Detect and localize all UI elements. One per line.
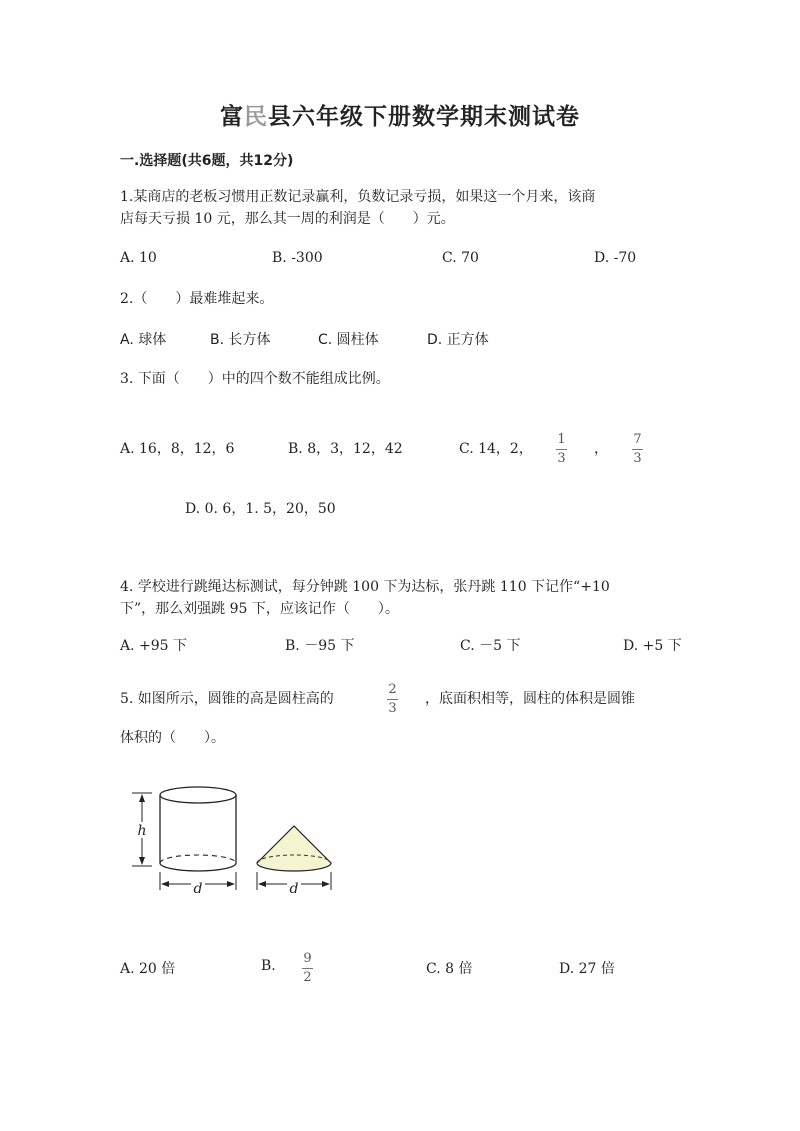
question-5-line-1-end: ，底面积相等，圆柱的体积是圆锥 (425, 691, 635, 707)
q5-option-d[interactable]: D. 27 倍 (559, 961, 615, 977)
page-title (0, 98, 800, 131)
fraction-bar (632, 449, 643, 450)
q1-option-b[interactable]: B. -300 (272, 250, 323, 266)
q4-option-a[interactable]: A. +95 下 (120, 638, 188, 654)
q3-option-c[interactable]: C. 14，2， (459, 441, 533, 457)
cone-diameter-label: d (289, 881, 299, 897)
fraction-numerator: 9 (303, 951, 312, 966)
question-1-line-2: 店每天亏损 10 元，那么其一周的利润是（ ）元。 (120, 211, 455, 227)
question-4-line-2: 下”，那么刘强跳 95 下，应该记作（ ）。 (120, 601, 399, 617)
q2-option-b[interactable]: B. 长方体 (210, 332, 271, 348)
cylinder-cone-figure (128, 780, 338, 905)
fraction-bar (556, 449, 567, 450)
q2-option-c[interactable]: C. 圆柱体 (318, 332, 379, 348)
q1-option-d[interactable]: D. -70 (594, 250, 637, 266)
q4-option-d[interactable]: D. +5 下 (623, 638, 682, 654)
title-pre: 富 (220, 103, 244, 130)
question-5-line-2: 体积的（ ）。 (120, 730, 225, 746)
q3-fraction-2 (632, 433, 643, 466)
q4-option-b[interactable]: B. －95 下 (285, 638, 355, 654)
fraction-bar (387, 699, 398, 700)
question-2: 2.（ ）最难堆起来。 (120, 291, 274, 307)
q3-option-a[interactable]: A. 16，8，12，6 (120, 441, 235, 457)
section-heading: 一.选择题(共6题，共12分) (120, 153, 294, 169)
title-accent: 民 (244, 103, 268, 130)
fraction-denominator: 3 (633, 451, 642, 466)
question-1-line-1: 1.某商店的老板习惯用正数记录赢利，负数记录亏损，如果这一个月来，该商 (120, 189, 596, 205)
q3-option-b[interactable]: B. 8，3，12，42 (288, 441, 403, 457)
cylinder-shape (160, 787, 236, 871)
fraction-denominator: 3 (557, 451, 566, 466)
q3-option-d[interactable]: D. 0. 6，1. 5，20，50 (185, 501, 336, 517)
q2-option-d[interactable]: D. 正方体 (427, 332, 489, 348)
fraction-numerator: 1 (557, 432, 566, 447)
q5-option-c[interactable]: C. 8 倍 (426, 961, 473, 977)
fraction-numerator: 2 (388, 682, 397, 697)
title-post: 县六年级下册数学期末测试卷 (268, 103, 580, 130)
q4-option-c[interactable]: C. －5 下 (460, 638, 521, 654)
q1-option-c[interactable]: C. 70 (442, 250, 479, 266)
fraction-denominator: 3 (388, 701, 397, 716)
question-4-line-1: 4. 学校进行跳绳达标测试，每分钟跳 100 下为达标，张丹跳 110 下记作“+10 (120, 579, 610, 595)
cone-shape (257, 826, 331, 871)
q5-option-a[interactable]: A. 20 倍 (120, 961, 176, 977)
q2-option-a[interactable]: A. 球体 (120, 332, 167, 348)
q3-fraction-1 (556, 433, 567, 466)
question-3: 3. 下面（ ）中的四个数不能组成比例。 (120, 371, 390, 387)
q1-option-a[interactable]: A. 10 (120, 250, 157, 266)
q5-fraction (387, 683, 398, 716)
cylinder-diameter-label: d (193, 881, 203, 897)
q5-option-b-fraction (302, 952, 313, 985)
fraction-bar (302, 968, 313, 969)
q5-option-b[interactable]: B. (261, 958, 276, 974)
question-5-line-1-start: 5. 如图所示，圆锥的高是圆柱高的 (120, 691, 334, 707)
q3-comma: ， (594, 441, 608, 457)
fraction-numerator: 7 (633, 432, 642, 447)
height-label: h (137, 823, 147, 839)
fraction-denominator: 2 (303, 970, 312, 985)
